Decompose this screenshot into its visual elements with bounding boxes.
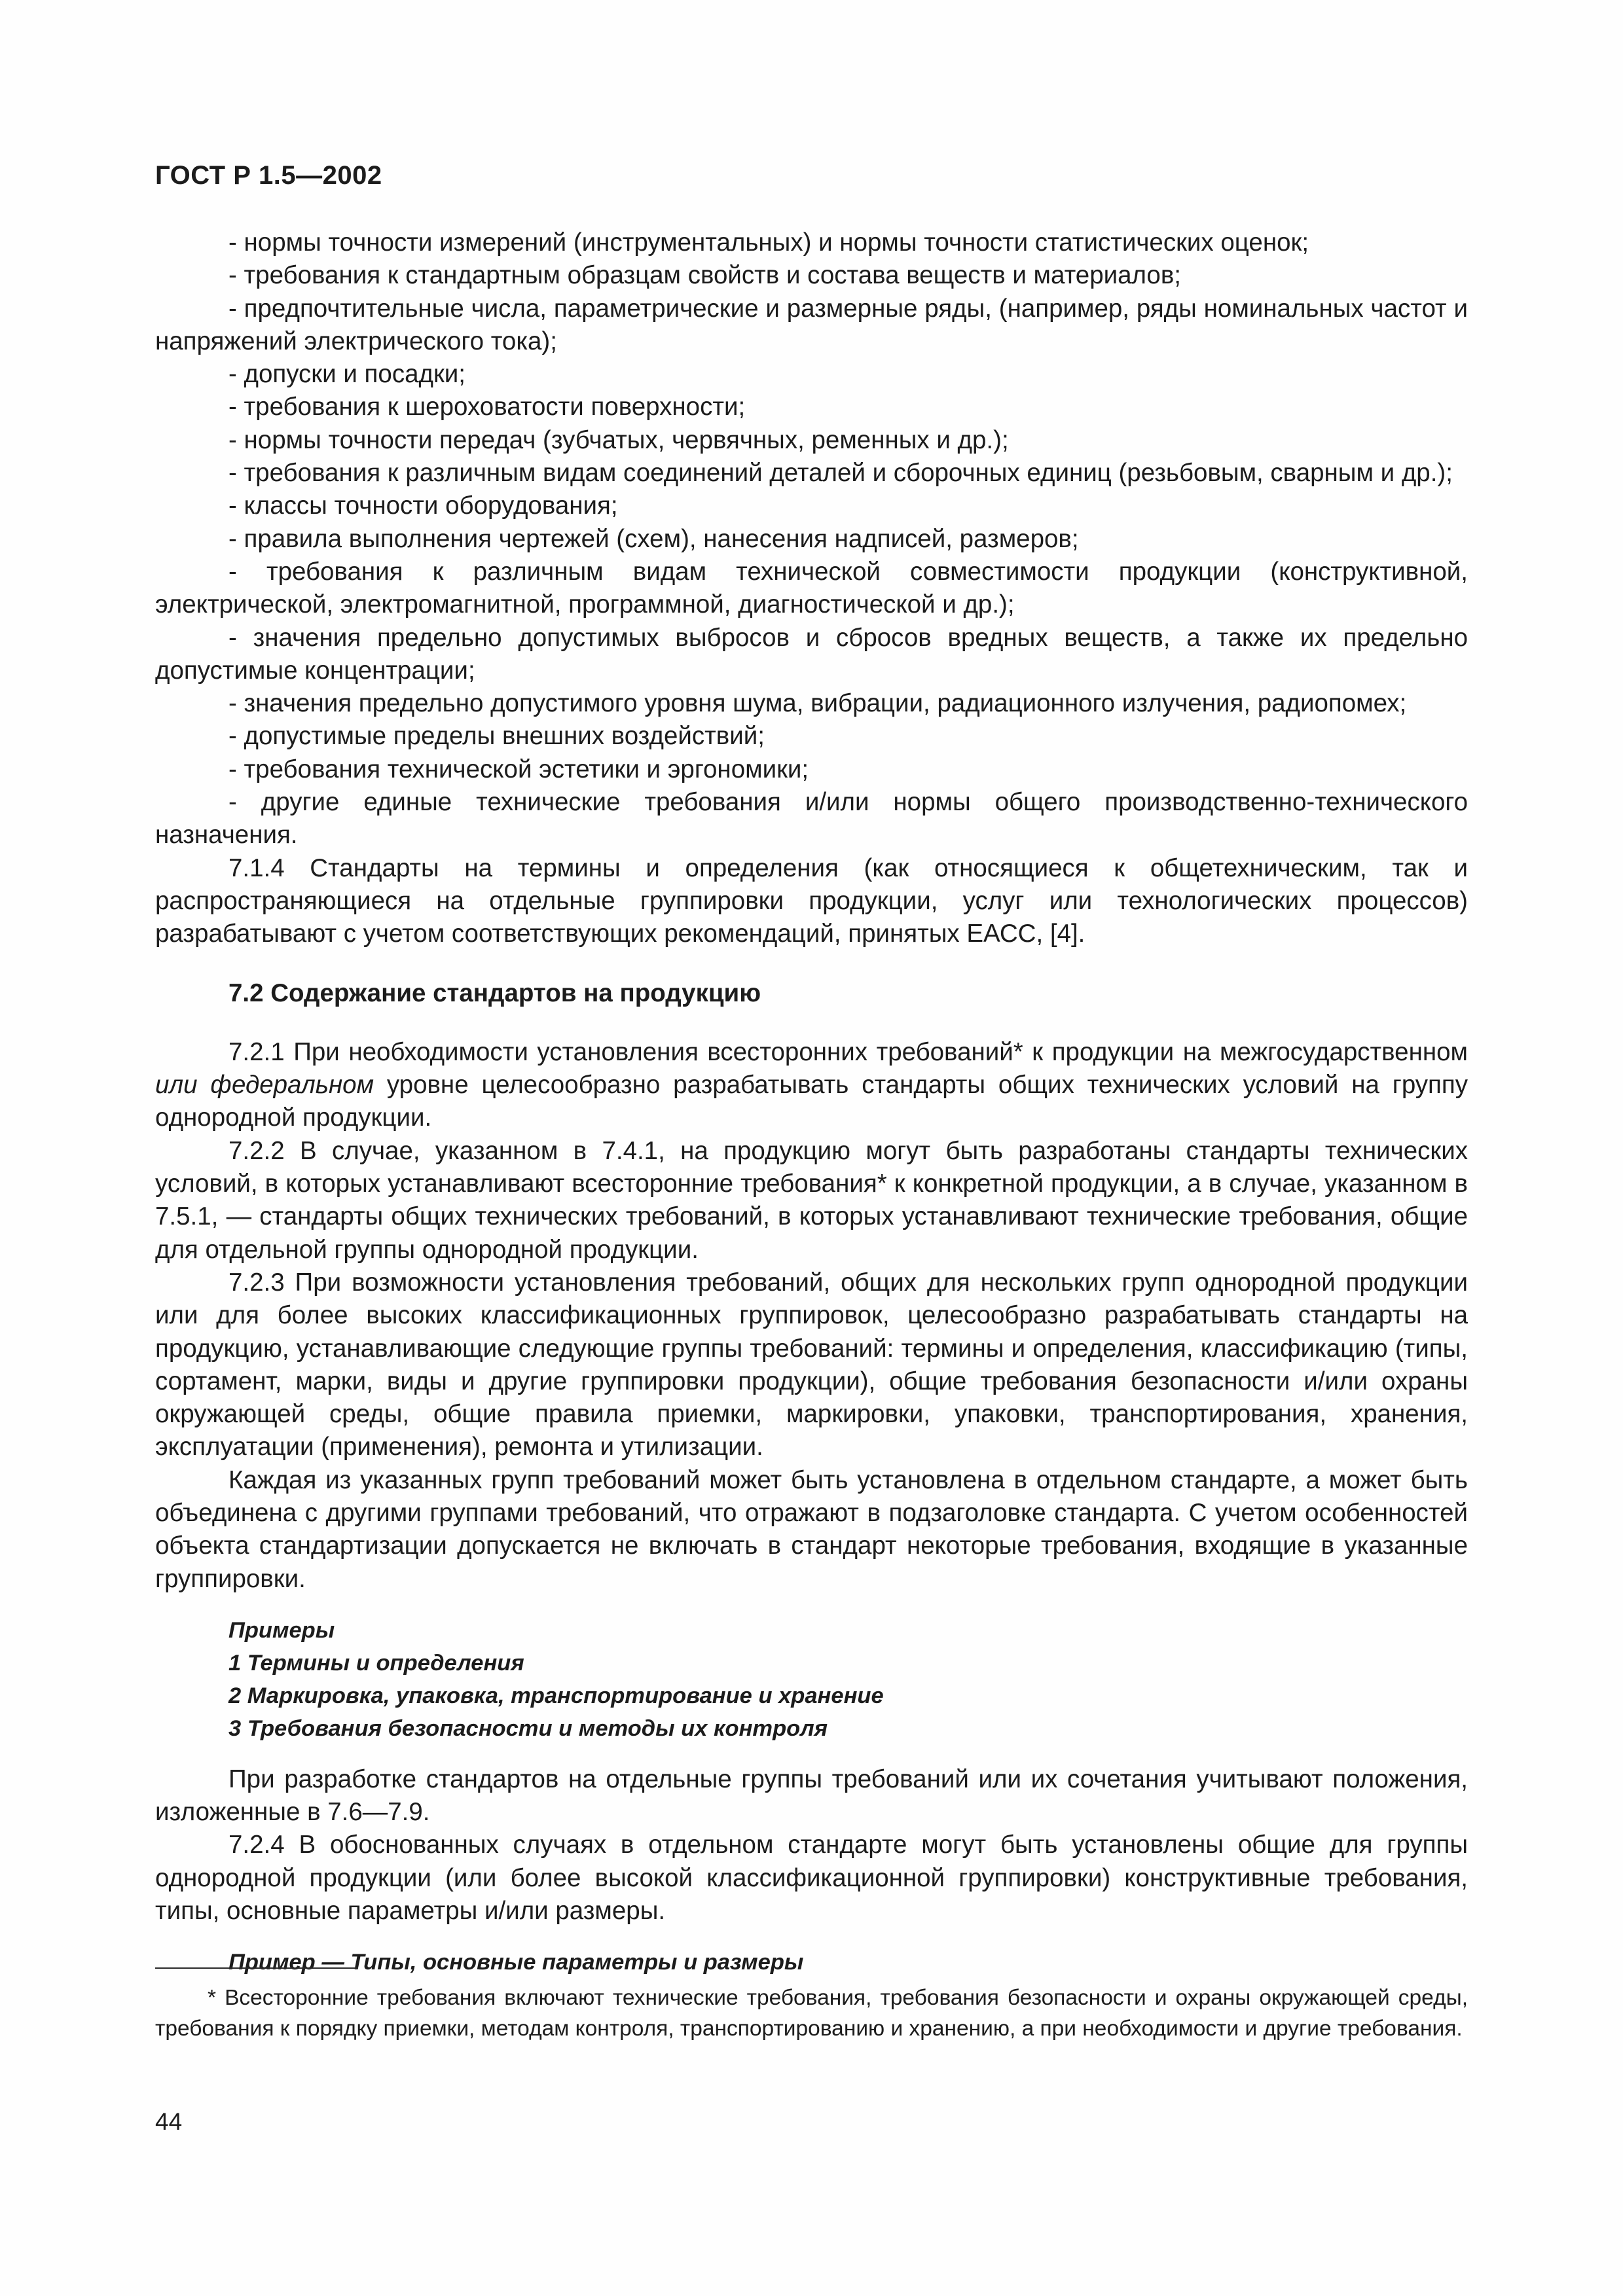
list-item: - предпочтительные числа, параметрические и размерные ряды, (например, ряды номинальных частот и напряжений электрического тока);: [155, 294, 1468, 355]
list-item: - допустимые пределы внешних воздействий;: [228, 722, 765, 751]
clause-7-2-1-text-b: уровне целесообразно разрабатывать стандарты общих технических условий на группу однородной продукции.: [155, 1071, 1468, 1132]
list-item: - значения предельно допустимых выбросов и сбросов вредных веществ, а также их предельно допустимые концентрации;: [155, 623, 1468, 685]
example-item: 2 Маркировка, упаковка, транспортирование и хранение: [228, 1683, 884, 1708]
list-item: - требования к стандартным образцам свойств и состава веществ и материалов;: [228, 261, 1181, 290]
list-item: - классы точности оборудования;: [228, 492, 618, 520]
list-item: - правила выполнения чертежей (схем), нанесения надписей, размеров;: [228, 524, 1079, 553]
clause-7-2-4: 7.2.4 В обоснованных случаях в отдельном стандарте могут быть установлены общие для группы однородной продукции (или более высокой классификационной группировки) конструктивные требования, типы, основные параметры и/или размеры.: [155, 1831, 1468, 1926]
clause-7-2-1: [155, 1036, 1468, 1135]
clause-7-2-3-continuation: Каждая из указанных групп требований может быть установлена в отдельном стандарте, а может быть объединена с другими группами требований, что отражают в подзаголовке стандарта. С учетом особенностей объекта стандартизации допускается не включать в стандарт некоторые требования, входящие в указанные группировки.: [155, 1465, 1468, 1593]
list-item: - требования к шероховатости поверхности;: [228, 393, 746, 422]
example-types: Пример — Типы, основные параметры и размеры: [228, 1950, 804, 1975]
document-body: [155, 226, 1468, 1979]
spacer: [155, 1745, 1468, 1763]
list-item: - нормы точности передач (зубчатых, червячных, ременных и др.);: [228, 425, 1009, 454]
example-item: 3 Требования безопасности и методы их контроля: [228, 1715, 828, 1741]
clause-7-2-1-italic: или федеральном: [155, 1071, 374, 1100]
spacer: [155, 951, 1468, 977]
clause-7-2-3: 7.2.3 При возможности установления требований, общих для нескольких групп однородной продукции или для более высоких классификационных группировок, целесообразно разрабатывать стандарты на продукцию, устанавливающие следующие группы требований: термины и определения, классификацию (типы, сортамент, марки, виды и другие группировки продукции), общие требования безопасности и/или охраны окружающей среды, общие правила приемки, маркировки, упаковки, транспортирования, хранения, эксплуатации (применения), ремонта и утилизации.: [155, 1268, 1468, 1462]
list-item: - требования технической эстетики и эргономики;: [228, 755, 809, 783]
list-item: - другие единые технические требования и/или нормы общего производственно-технического назначения.: [155, 788, 1468, 850]
section-title: 7.2 Содержание стандартов на продукцию: [228, 978, 761, 1007]
clause-7-2-2: 7.2.2 В случае, указанном в 7.4.1, на продукцию могут быть разработаны стандарты технических условий, в которых устанавливают всесторонние требования* к конкретной продукции, а в случае, указанном в 7.5.1, — стандарты общих технических требований, в которых устанавливают технические требования, общие для отдельной группы однородной продукции.: [155, 1136, 1468, 1264]
footnote-divider: [155, 1967, 358, 1969]
example-item: 1 Термины и определения: [228, 1650, 524, 1676]
list-item: - нормы точности измерений (инструментальных) и нормы точности статистических оценок;: [228, 228, 1309, 257]
list-item: - требования к различным видам соединений деталей и сборочных единиц (резьбовым, сварным и др.);: [228, 459, 1453, 488]
examples-title: Примеры: [228, 1617, 335, 1643]
document-header: ГОСТ Р 1.5—2002: [155, 161, 382, 190]
list-item: - допуски и посадки;: [228, 360, 465, 389]
footnote: * Всесторонние требования включают технические требования, требования безопасности и охраны окружающей среды, требования к порядку приемки, методам контроля, транспортированию и хранению, а при необходимости и другие требования.: [155, 1986, 1468, 2041]
spacer: [155, 1596, 1468, 1614]
spacer: [155, 1928, 1468, 1946]
clause-7-1-4: 7.1.4 Стандарты на термины и определения (как относящиеся к общетехническим, так и распространяющиеся на отдельные группировки продукции, услуг или технологических процессов) разрабатывают с учетом соответствующих рекомендаций, принятых ЕАСС, [4].: [155, 853, 1468, 948]
clause-7-2-3-note: При разработке стандартов на отдельные группы требований или их сочетания учитывают положения, изложенные в 7.6—7.9.: [155, 1765, 1468, 1827]
list-item: - значения предельно допустимого уровня шума, вибрации, радиационного излучения, радиопомех;: [228, 689, 1407, 718]
list-item: - требования к различным видам технической совместимости продукции (конструктивной, электрической, электромагнитной, программной, диагностической и др.);: [155, 557, 1468, 619]
page-number: 44: [155, 2108, 183, 2135]
clause-7-2-1-text-a: 7.2.1 При необходимости установления всесторонних требований* к продукции на межгосударственном: [228, 1037, 1468, 1066]
spacer: [155, 1010, 1468, 1036]
